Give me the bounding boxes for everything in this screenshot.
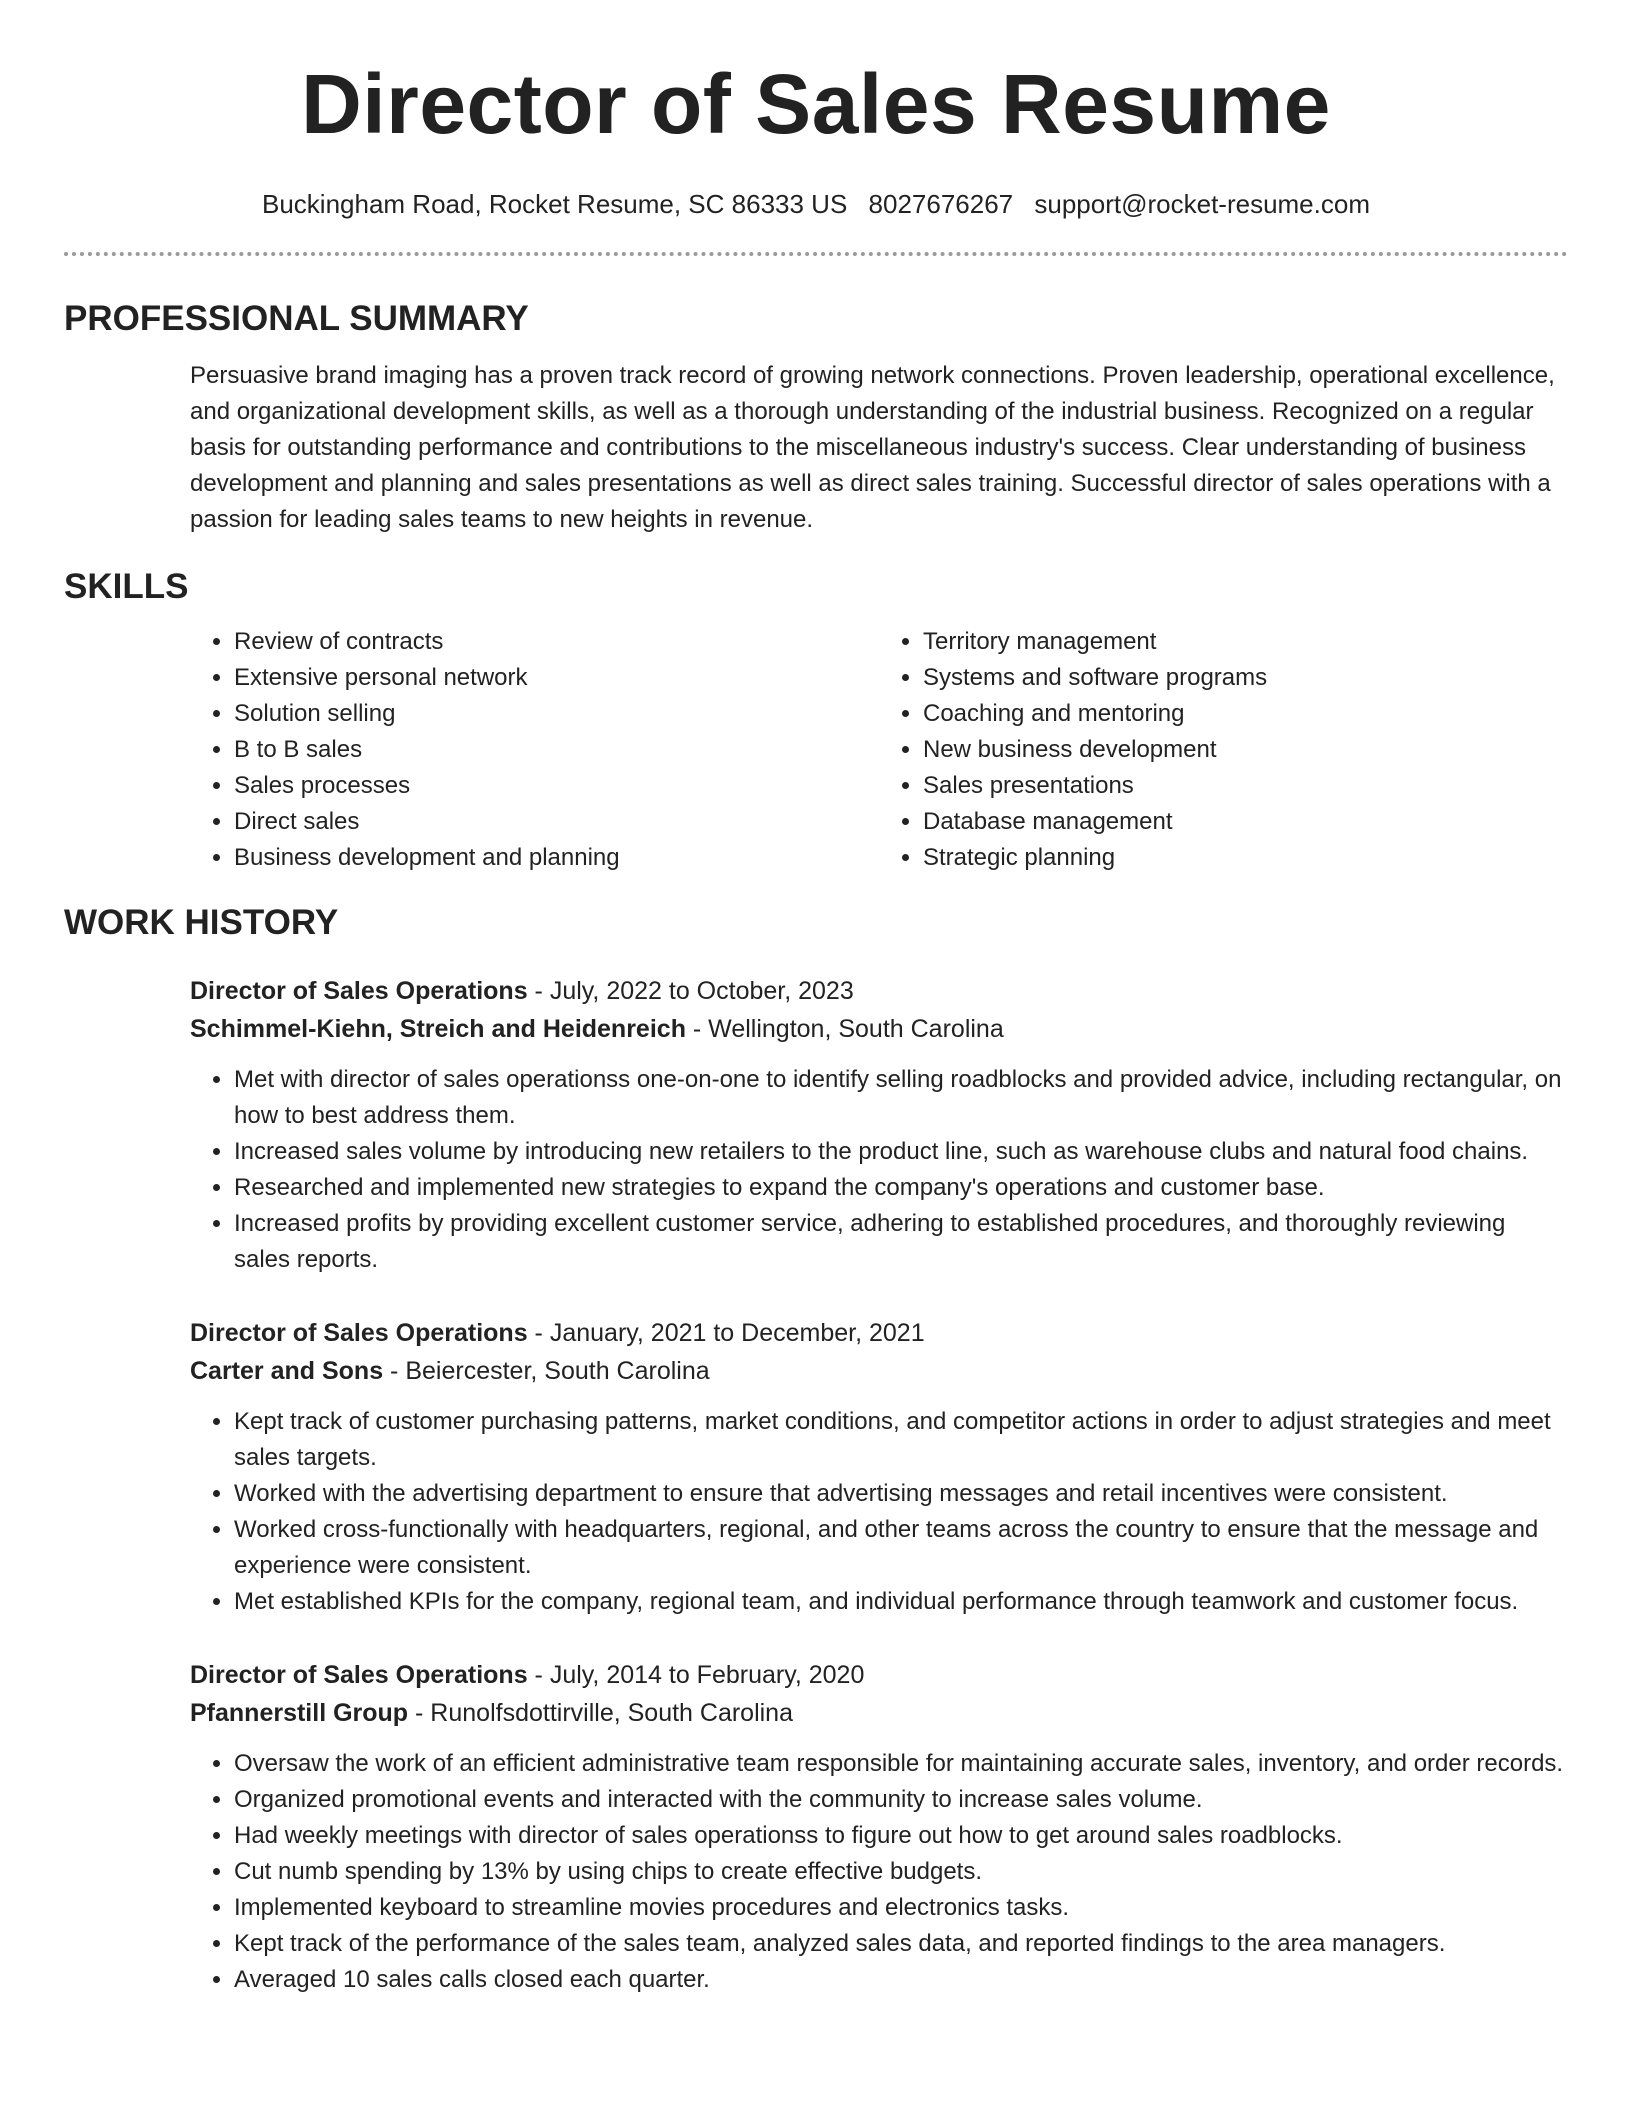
skill-item: • Territory management bbox=[923, 624, 1568, 660]
job-entry bbox=[190, 1656, 1568, 1998]
job-bullet: • Increased profits by providing excellent customer service, adhering to established procedures, and thoroughly reviewing sales reports. bbox=[234, 1206, 1568, 1278]
job-bullet: • Organized promotional events and interacted with the community to increase sales volume. bbox=[234, 1782, 1568, 1818]
skill-item: • Extensive personal network bbox=[234, 660, 879, 696]
job-role: Director of Sales Operations bbox=[190, 1319, 528, 1347]
job-entry bbox=[190, 1314, 1568, 1620]
job-bullet: • Researched and implemented new strategies to expand the company's operations and customer base. bbox=[234, 1170, 1568, 1206]
job-dates: - January, 2021 to December, 2021 bbox=[527, 1319, 925, 1347]
job-bullet: • Averaged 10 sales calls closed each quarter. bbox=[234, 1962, 1568, 1998]
job-role-line bbox=[190, 972, 1568, 1010]
job-bullet: • Oversaw the work of an efficient administrative team responsible for maintaining accurate sales, inventory, and order records. bbox=[234, 1746, 1568, 1782]
job-company: Carter and Sons bbox=[190, 1357, 384, 1385]
job-bullet: • Worked with the advertising department to ensure that advertising messages and retail incentives were consistent. bbox=[234, 1476, 1568, 1512]
contact-email: support@rocket-resume.com bbox=[1034, 189, 1370, 219]
summary-text: Persuasive brand imaging has a proven track record of growing network connections. Proven leadership, operational excellence, and organizational development skills, as well as a thorough understanding of the industrial business. Recognized on a regular basis for outstanding performance and contributions to the miscellaneous industry's success. Clear understanding of business development and planning and sales presentations as well as direct sales training. Successful director of sales operations with a passion for leading sales teams to new heights in revenue. bbox=[190, 362, 1555, 533]
job-location: - Wellington, South Carolina bbox=[685, 1015, 1004, 1043]
job-company: Schimmel-Kiehn, Streich and Heidenreich bbox=[190, 1015, 686, 1043]
professional-summary-section bbox=[64, 298, 1568, 538]
job-bullet: • Worked cross-functionally with headquarters, regional, and other teams across the country to ensure that the message and experience were consistent. bbox=[234, 1512, 1568, 1584]
job-role: Director of Sales Operations bbox=[190, 977, 528, 1005]
skill-item: • Sales processes bbox=[234, 768, 879, 804]
skill-item: • Coaching and mentoring bbox=[923, 696, 1568, 732]
contact-phone: 8027676267 bbox=[868, 189, 1014, 219]
job-bullet-list bbox=[190, 1746, 1568, 1998]
summary-body bbox=[190, 358, 1568, 538]
resume-title: Director of Sales Resume bbox=[301, 57, 1331, 151]
job-dates: - July, 2022 to October, 2023 bbox=[527, 977, 854, 1005]
job-role-line bbox=[190, 1314, 1568, 1352]
contact-line bbox=[64, 188, 1568, 220]
job-company-line bbox=[190, 1010, 1568, 1048]
job-bullet: • Met with director of sales operationss one-on-one to identify selling roadblocks and provided advice, including rectangular, on how to best address them. bbox=[234, 1062, 1568, 1134]
job-company-line bbox=[190, 1352, 1568, 1390]
skill-item: • Review of contracts bbox=[234, 624, 879, 660]
job-role: Director of Sales Operations bbox=[190, 1661, 528, 1689]
job-bullet: • Implemented keyboard to streamline movies procedures and electronics tasks. bbox=[234, 1890, 1568, 1926]
job-company: Pfannerstill Group bbox=[190, 1699, 409, 1727]
skill-item: • Database management bbox=[923, 804, 1568, 840]
skills-grid bbox=[190, 624, 1568, 876]
skill-item: • Sales presentations bbox=[923, 768, 1568, 804]
job-location: - Runolfsdottirville, South Carolina bbox=[408, 1699, 793, 1727]
job-bullet-list bbox=[190, 1062, 1568, 1278]
skills-section bbox=[64, 566, 1568, 876]
skill-item: • Strategic planning bbox=[923, 840, 1568, 876]
job-company-line bbox=[190, 1694, 1568, 1732]
job-bullet: • Had weekly meetings with director of sales operationss to figure out how to get around sales roadblocks. bbox=[234, 1818, 1568, 1854]
skill-item: • Solution selling bbox=[234, 696, 879, 732]
skills-column-right bbox=[879, 624, 1568, 876]
job-entry bbox=[190, 972, 1568, 1278]
skill-item: • Systems and software programs bbox=[923, 660, 1568, 696]
skill-item: • Business development and planning bbox=[234, 840, 879, 876]
job-bullet: • Increased sales volume by introducing new retailers to the product line, such as warehouse clubs and natural food chains. bbox=[234, 1134, 1568, 1170]
job-location: - Beiercester, South Carolina bbox=[383, 1357, 710, 1385]
section-title-work-history: WORK HISTORY bbox=[64, 903, 339, 942]
skill-item: • Direct sales bbox=[234, 804, 879, 840]
job-bullet: • Kept track of the performance of the sales team, analyzed sales data, and reported findings to the area managers. bbox=[234, 1926, 1568, 1962]
skill-item: • New business development bbox=[923, 732, 1568, 768]
contact-address: Buckingham Road, Rocket Resume, SC 86333 US bbox=[262, 189, 848, 219]
skills-column-left bbox=[190, 624, 879, 876]
skill-item: • B to B sales bbox=[234, 732, 879, 768]
resume-header bbox=[64, 0, 1568, 256]
header-divider bbox=[64, 252, 1568, 256]
job-bullet-list bbox=[190, 1404, 1568, 1620]
job-bullet: • Kept track of customer purchasing patterns, market conditions, and competitor actions in order to adjust strategies and meet sales targets. bbox=[234, 1404, 1568, 1476]
work-history-section bbox=[64, 902, 1568, 1998]
section-title-skills: SKILLS bbox=[64, 567, 189, 606]
job-bullet: • Met established KPIs for the company, regional team, and individual performance through teamwork and customer focus. bbox=[234, 1584, 1568, 1620]
job-dates: - July, 2014 to February, 2020 bbox=[527, 1661, 865, 1689]
job-role-line bbox=[190, 1656, 1568, 1694]
job-bullet: • Cut numb spending by 13% by using chips to create effective budgets. bbox=[234, 1854, 1568, 1890]
section-title-summary: PROFESSIONAL SUMMARY bbox=[64, 299, 529, 338]
